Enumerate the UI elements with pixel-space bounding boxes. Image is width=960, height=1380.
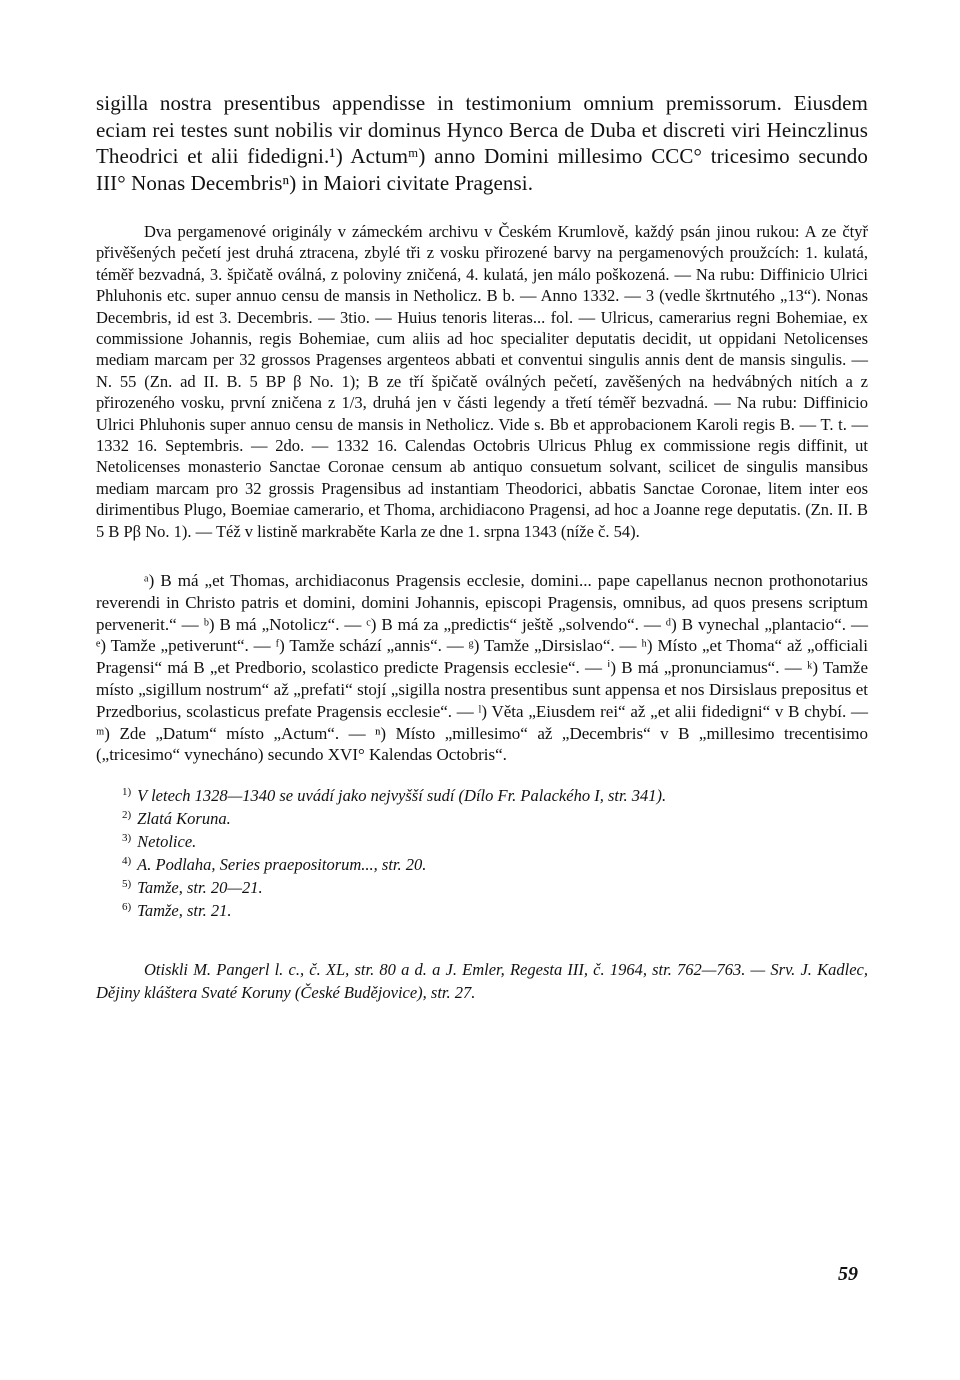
footnote-mark: 5)	[122, 877, 132, 890]
footnote-text: V letech 1328—1340 se uvádí jako nejvyšší sudí (Dílo Fr. Palackého I, str. 341).	[137, 786, 667, 806]
footnote-item	[96, 784, 868, 807]
footnote-item	[96, 876, 868, 899]
footnote-mark: 1)	[122, 785, 132, 798]
footnote-item	[96, 853, 868, 876]
footnote-item	[96, 807, 868, 830]
footnote-item	[96, 899, 868, 922]
charter-text-ending: sigilla nostra presentibus appendisse in testimonium omnium premissorum. Eiusdem eciam rei testes sunt nobilis vir dominus Hynco Berca de Duba et discreti viri Heinczlinus Theodrici et alii fidedigni.¹) Actumᵐ) anno Domini millesimo CCC° tricesimo secundo III° Nonas Decembrisⁿ) in Maiori civitate Pragensi.	[96, 91, 868, 195]
footnote-mark: 3)	[122, 831, 132, 844]
page-number: 59	[838, 1263, 858, 1285]
document-page	[96, 90, 868, 1004]
footnote-mark: 2)	[122, 808, 132, 821]
textual-notes: ᵃ) B má „et Thomas, archidiaconus Pragensis ecclesie, domini... pape capellanus necnon prothonotarius reverendi in Christo patris et domini, domini Johannis, episcopi Pragensis, omnibus, ad quos presens scriptum pervenerit.“ — ᵇ) B má „Notolicz“. — ᶜ) B má za „predictis“ ještě „solvendo“. — ᵈ) B vynechal „plantacio“. — ᵉ) Tamže „petiverunt“. — ᶠ) Tamže schází „annis“. — ᵍ) Tamže „Dirsislao“. — ʰ) Místo „et Thoma“ až „officiali Pragensi“ má B „et Predborio, scolastico predicte Pragensis ecclesie“. — ⁱ) B má „pronunciamus“. — ᵏ) Tamže místo „sigillum nostrum“ až „prefati“ stojí „sigilla nostra presentibus sunt appensa et nos Dirsislaus prepositus et Przedborius, scolasticus prefate Pragensis ecclesie“. — ˡ) Věta „Eiusdem rei“ až „et alii fidedigni“ v B chybí. — ᵐ) Zde „Datum“ místo „Actum“. — ⁿ) Místo „millesimo“ až „Decembris“ v B „millesimo trecentisimo („tricesimo“ vynecháno) secundo XVI° Kalendas Octobris“.	[96, 571, 868, 765]
literature-reference: Otiskli M. Pangerl l. c., č. XL, str. 80 a d. a J. Emler, Regesta III, č. 1964, str. 762—763. — Srv. J. Kadlec, Dějiny kláštera Svaté Koruny (České Budějovice), str. 27.	[96, 960, 868, 1003]
footnote-text: Tamže, str. 20—21.	[137, 878, 263, 898]
archival-description: Dva pergamenové originály v zámeckém archivu v Českém Krumlově, každý psán jinou rukou: A ze čtyř přivěšených pečetí jest druhá ztracena, zbylé tři z vosku přirozené barvy na pergamenových proužcích: 1. kulatá, téměř bezvadná, 3. špičatě oválná, z poloviny zničená, 4. kulatá, jen málo poškozená. — Na rubu: Diffinicio Ulrici Phluhonis etc. super annuo censu de mansis in Netholicz. B b. — Anno 1332. — 3 (vedle škrtnutého „13“). Nonas Decembris, id est 3. Decembris. — 3tio. — Huius tenoris literas... fol. — Ulricus, camerarius regni Bohemiae, ex commissione Johannis, regis Bohemiae, cum aliis ad hoc specialiter deputatis decidit, ut oppidani Netolicenses mediam marcam per 32 grossos Pragenses argenteos abbati et conventui singulis annis dent de mansis singulis. — N. 55 (Zn. ad II. B. 5 BP β No. 1); B ze tří špičatě oválných pečetí, zavěšených na hedvábných nitích a z přirozeného vosku, první zničena z 1/3, druhá jen v části legendy a třetí téměř bezvadná. — Na rubu: Diffinicio Ulrici Phluhonis super annuo censu de mansis in Netholicz. Vide s. Bb et approbacionem Karoli regis B. — T. t. — 1332 16. Septembris. — 2do. — 1332 16. Calendas Octobris Ulricus Phlug ex commissione regis diffinit, ut Netolicenses monasterio Sanctae Coronae censum ab antiquo consuetum solvant, scilicet de singulis mansibus mediam marcam pro 32 grossis Pragensibus ad instantiam Theodorici, abbatis Sanctae Coronae, litem inter eos dirimentibus Plugo, Boemiae camerario, et Thoma, archidiacono Pragensi, ad hoc a Joanne rege deputatis. (Zn. II. B 5 B Pβ No. 1). — Též v listině markraběte Karla ze dne 1. srpna 1343 (níže č. 54).	[96, 222, 868, 541]
footnote-text: Netolice.	[137, 832, 197, 852]
footnote-text: Tamže, str. 21.	[137, 901, 232, 921]
footnote-mark: 4)	[122, 854, 132, 867]
footnote-mark: 6)	[122, 900, 132, 913]
footnote-list	[96, 784, 868, 922]
footnote-item	[96, 830, 868, 853]
footnote-text: A. Podlaha, Series praepositorum..., str. 20.	[137, 855, 427, 875]
footnote-text: Zlatá Koruna.	[137, 809, 231, 829]
